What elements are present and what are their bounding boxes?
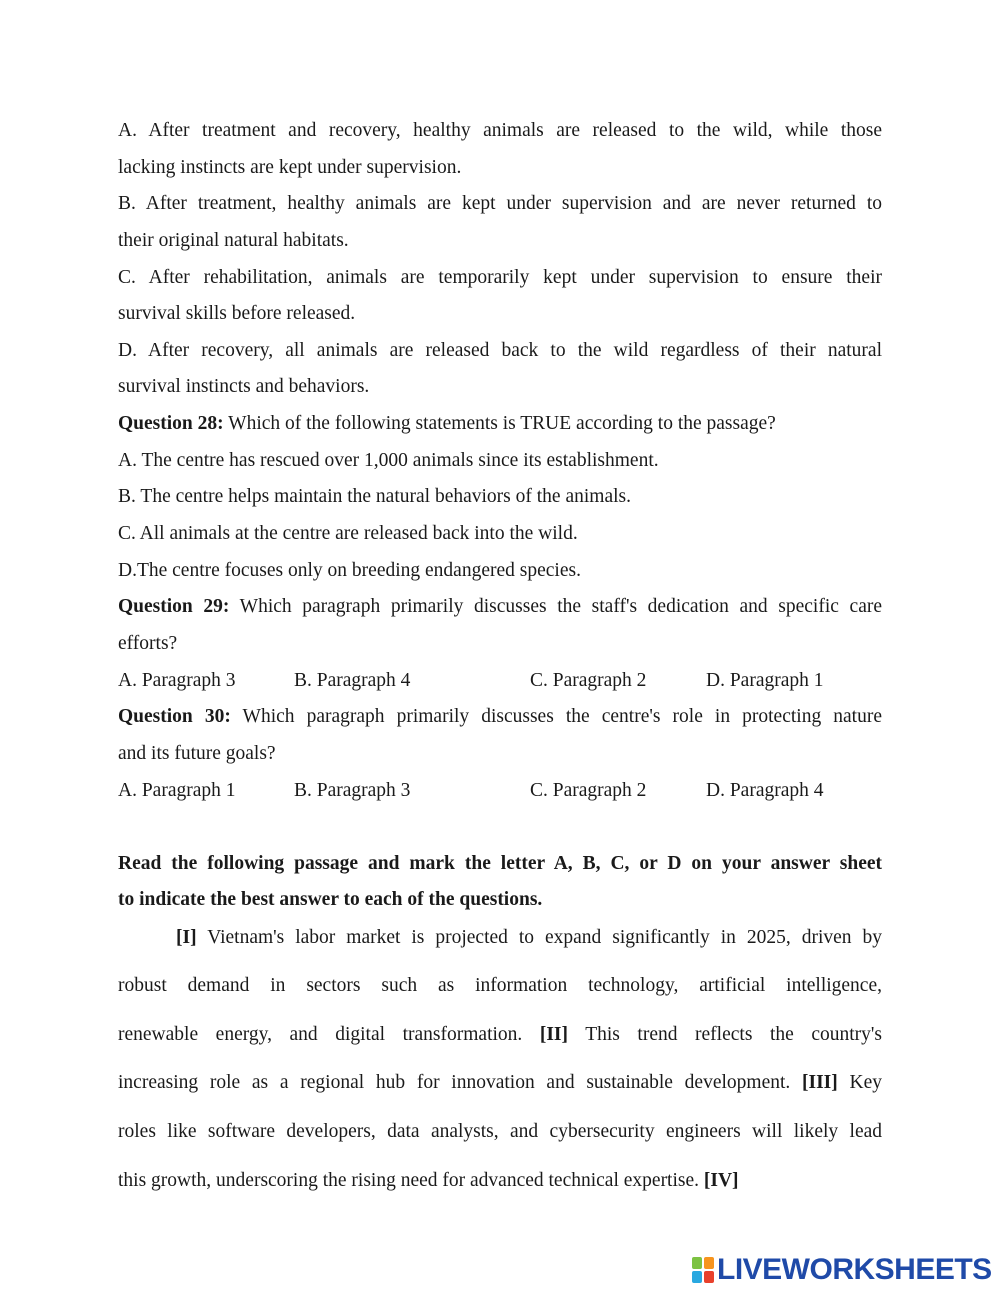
marker-iii: [III] [802,1072,838,1093]
passage-line6a: this growth, underscoring the rising need for advanced technical expertise. [118,1170,704,1191]
q29-option-b: B. Paragraph 4 [294,670,411,691]
liveworksheets-logo [692,1254,992,1286]
passage-line1-text: Vietnam's labor market is projected to expand significantly in 2025, driven by [196,927,882,948]
passage-line4 [118,1070,882,1096]
q27-option-d-line1: D. After recovery, all animals are released back to the wild regardless of their natural [118,340,882,361]
q29-option-d: D. Paragraph 1 [706,670,824,691]
marker-ii: [II] [539,1024,568,1045]
q29-question-line2: efforts? [118,633,178,654]
passage-line4a: increasing role as a regional hub for innovation and sustainable development. [118,1072,803,1093]
q27-option-a-line2: lacking instincts are kept under supervision. [118,157,462,178]
q30-option-b: B. Paragraph 3 [294,780,411,801]
q27-option-a-line1: A. After treatment and recovery, healthy animals are released to the wild, while those [118,120,882,141]
passage-line3a: renewable energy, and digital transformation. [118,1024,540,1045]
q27-option-c-line1: C. After rehabilitation, animals are temporarily kept under supervision to ensure their [118,267,882,288]
q27-option-c-line2: survival skills before released. [118,303,356,324]
passage-line3 [118,1022,882,1048]
q30-question-line1 [118,704,882,730]
q28-option-a: A. The centre has rescued over 1,000 animals since its establishment. [118,450,659,471]
q30-option-a: A. Paragraph 1 [118,780,236,801]
q28-option-d: D.The centre focuses only on breeding endangered species. [118,560,581,581]
q28-option-c: C. All animals at the centre are released back into the wild. [118,523,578,544]
q29-label: Question 29: [118,596,230,617]
q28-label: Question 28: [118,413,224,434]
q28-text: Which of the following statements is TRUE according to the passage? [223,413,776,434]
liveworksheets-logo-text: LIVEWORKSHEETS [717,1253,992,1286]
instruction-line2: to indicate the best answer to each of the questions. [118,889,543,910]
q30-option-c: C. Paragraph 2 [530,780,647,801]
liveworksheets-logo-icon [692,1257,714,1283]
q28-option-b: B. The centre helps maintain the natural behaviors of the animals. [118,486,631,507]
q30-label: Question 30: [118,706,231,727]
q29-option-c: C. Paragraph 2 [530,670,647,691]
passage-line2: robust demand in sectors such as information technology, artificial intelligence, [118,975,882,996]
marker-iv: [IV] [703,1170,739,1191]
q30-option-d: D. Paragraph 4 [706,780,824,801]
q27-option-b-line1: B. After treatment, healthy animals are kept under supervision and are never returned to [118,193,882,214]
passage-line4b: Key [837,1072,882,1093]
instruction-line1: Read the following passage and mark the letter A, B, C, or D on your answer sheet [118,853,882,874]
q29-text: Which paragraph primarily discusses the staff's dedication and specific care [229,596,882,617]
passage-line1 [118,925,882,951]
q29-question-line1 [118,594,882,620]
passage-line6 [118,1168,882,1194]
q28-question [118,411,882,437]
marker-i: [I] [176,927,197,948]
passage-line5: roles like software developers, data analysts, and cybersecurity engineers will likely lead [118,1121,882,1142]
q27-option-d-line2: survival instincts and behaviors. [118,376,370,397]
passage-line3b: This trend reflects the country's [568,1024,882,1045]
q30-question-line2: and its future goals? [118,743,276,764]
q30-text: Which paragraph primarily discusses the centre's role in protecting nature [230,706,882,727]
q27-option-b-line2: their original natural habitats. [118,230,349,251]
q29-option-a: A. Paragraph 3 [118,670,236,691]
